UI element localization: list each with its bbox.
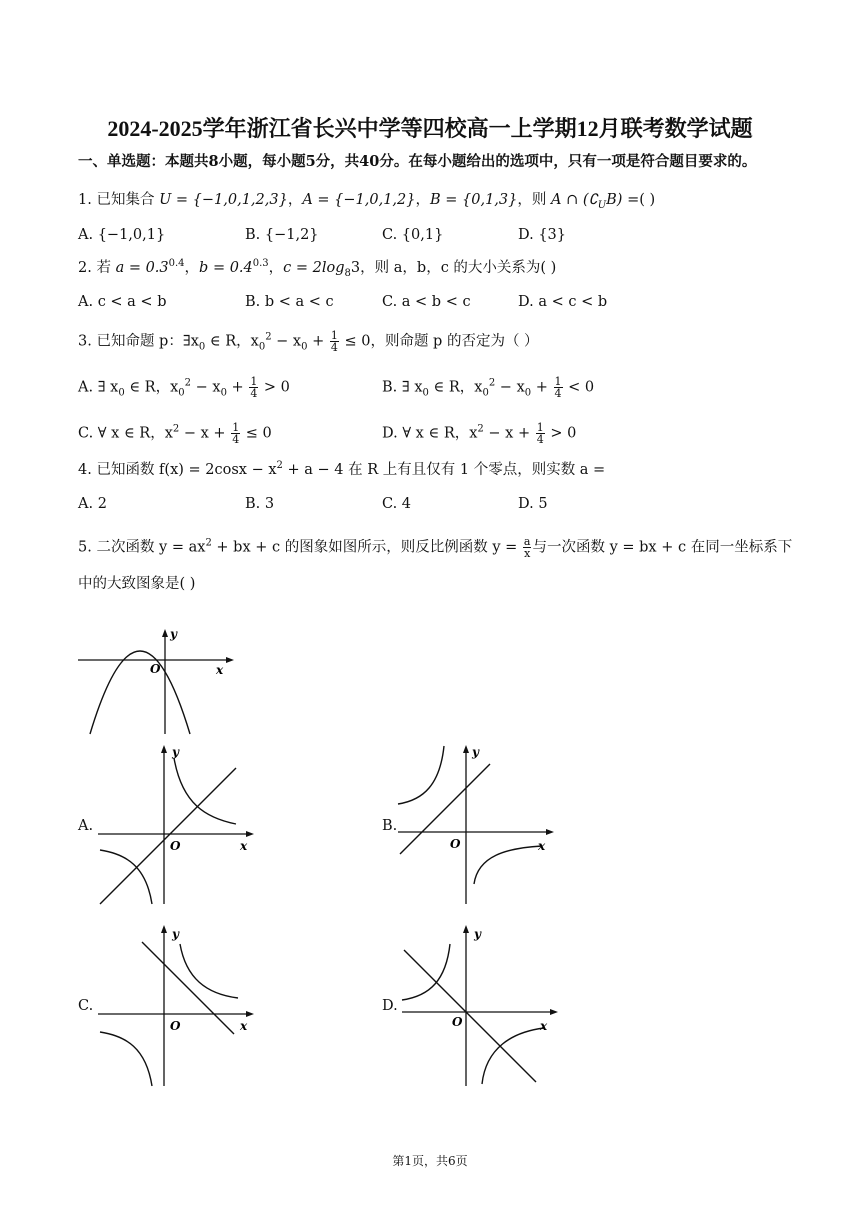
document-title: 2024-2025学年浙江省长兴中学等四校高一上学期12月联考数学试题: [107, 116, 753, 141]
q2-option-a: A. c < a < b: [78, 294, 167, 310]
option-d-label: D.: [382, 998, 398, 1014]
q1-option-a: A. {−1,0,1}: [78, 227, 166, 243]
svg-text:O: O: [452, 1015, 463, 1029]
q3-option-c: C. ∀ x ∈ R，$x^2 - x$ + $\frac{1}{4}$ ≤ 0: [78, 421, 272, 446]
q2-option-c: C. a < b < c: [382, 294, 471, 310]
option-a-label: A.: [78, 818, 94, 834]
question-3-stem: 3. 已知命题 p：$\exists x_0$ ∈ R，$x_0^2 - x_0$ + $\frac{1}{4}$ ≤ 0，则命题 p 的否定为（ ）: [78, 329, 539, 354]
svg-text:y: y: [474, 927, 481, 941]
question-2-stem: 2. 若 $a = 0.3^{0.4}$，$b = 0.4^{0.3}$，$c = 2\log_83$，则 a，b，c 的大小关系为( ): [78, 258, 557, 279]
question-4-stem: 4. 已知函数 $f(x) = 2\cos x - x^2 + a - 4$ 在 R 上有且仅有 1 个零点，则实数 a =: [78, 460, 606, 478]
svg-text:y: y: [472, 745, 479, 759]
option-b-label: B.: [382, 818, 398, 834]
q4-option-d: D. 5: [518, 496, 548, 512]
svg-text:O: O: [170, 1019, 181, 1033]
q3-option-a: A. ∃ $x_0$ ∈ R，$x_0^2 - x_0$ + $\frac{1}{4}$ > 0: [78, 375, 290, 400]
axis-x-label: x: [216, 663, 224, 677]
q3-option-b: B. ∃ $x_0$ ∈ R，$x_0^2 - x_0$ + $\frac{1}{4}$ < 0: [382, 375, 595, 400]
svg-text:x: x: [538, 839, 546, 853]
page-footer: 第1页，共6页: [392, 1154, 468, 1168]
svg-text:x: x: [240, 839, 248, 853]
origin-label: O: [150, 662, 161, 676]
q4-option-a: A. 2: [78, 496, 107, 512]
option-a-graph: [96, 744, 256, 906]
q4-option-c: C. 4: [382, 496, 412, 512]
q3-option-d: D. ∀ x ∈ R，$x^2 - x$ + $\frac{1}{4}$ > 0: [382, 421, 577, 446]
svg-text:O: O: [450, 837, 461, 851]
svg-text:x: x: [240, 1019, 248, 1033]
question-1-stem: 1. 已知集合 U = {−1,0,1,2,3}，A = {−1,0,1,2}，B = {0,1,3}，则 A ∩ $(∁_UB)$ =( ): [78, 192, 656, 211]
option-b-graph: [396, 744, 556, 906]
axis-y-label: y: [170, 628, 177, 641]
parabola-figure: [76, 628, 236, 736]
question-5-stem: 5. 二次函数 $y = ax^2$ + bx + c 的图象如图所示，则反比例函数 y = $\frac{a}{x}$ 与一次函数 y = bx + c 在同一坐标系下: [78, 535, 793, 560]
svg-text:x: x: [540, 1019, 548, 1033]
q1-option-b: B. {−1,2}: [245, 227, 319, 243]
q2-option-b: B. b < a < c: [245, 294, 334, 310]
option-c-label: C.: [78, 998, 94, 1014]
svg-text:y: y: [172, 927, 179, 941]
question-5-stem-line2: 中的大致图象是( ): [78, 576, 196, 592]
q2-option-d: D. a < c < b: [518, 294, 608, 310]
q1-option-c: C. {0,1}: [382, 227, 444, 243]
option-d-graph: [400, 924, 560, 1088]
q1-option-d: D. {3}: [518, 227, 567, 243]
q4-option-b: B. 3: [245, 496, 275, 512]
section-heading: 一、单选题：本题共8小题，每小题5分，共40分。在每小题给出的选项中，只有一项是符合题目要求的。: [78, 153, 757, 170]
svg-text:y: y: [172, 745, 179, 759]
option-c-graph: [96, 924, 256, 1088]
svg-text:O: O: [170, 839, 181, 853]
